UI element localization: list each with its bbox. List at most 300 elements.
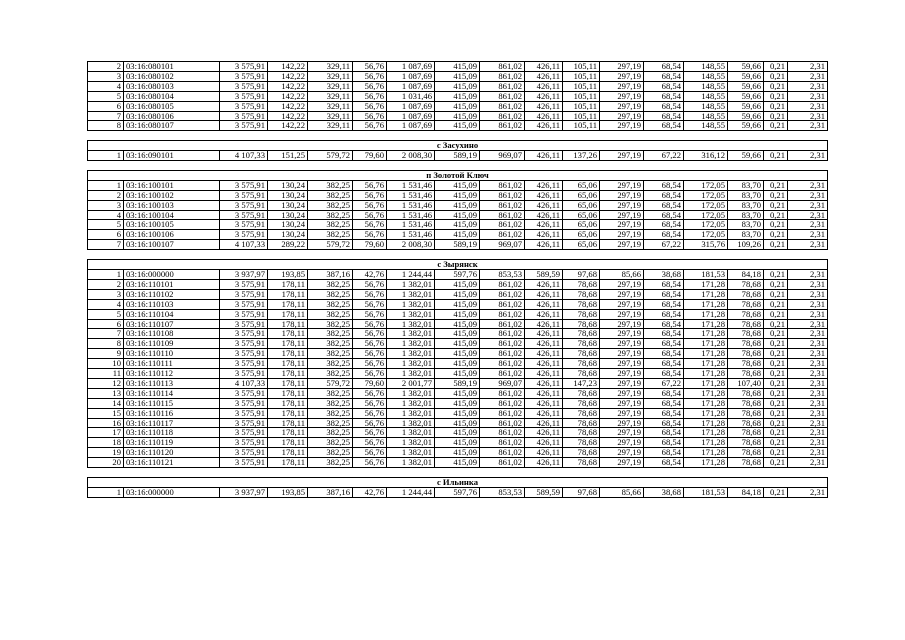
- value-cell: 2,31: [788, 71, 828, 81]
- value-cell: 3 575,91: [220, 349, 268, 359]
- value-cell: 297,19: [600, 418, 644, 428]
- value-cell: 297,19: [600, 309, 644, 319]
- value-cell: 2,31: [788, 220, 828, 230]
- value-cell: 56,76: [353, 111, 387, 121]
- table-row: [88, 71, 828, 81]
- value-cell: 426,11: [525, 71, 563, 81]
- value-cell: 969,07: [480, 378, 525, 388]
- value-cell: 315,76: [684, 240, 728, 250]
- value-cell: 1 382,01: [387, 458, 435, 468]
- table-row: [88, 289, 828, 299]
- value-cell: 109,26: [728, 240, 764, 250]
- value-cell: 171,28: [684, 418, 728, 428]
- value-cell: 171,28: [684, 279, 728, 289]
- value-cell: 56,76: [353, 210, 387, 220]
- value-cell: 861,02: [480, 349, 525, 359]
- row-number-cell: 2: [88, 279, 124, 289]
- cadastral-code-cell: 03:16:110108: [124, 329, 220, 339]
- value-cell: 65,06: [563, 230, 600, 240]
- value-cell: 2,31: [788, 121, 828, 131]
- rates-table: [87, 61, 828, 498]
- spacer-row: [88, 468, 828, 478]
- value-cell: 130,24: [268, 200, 308, 210]
- value-cell: 68,54: [644, 71, 684, 81]
- value-cell: 861,02: [480, 398, 525, 408]
- row-number-cell: 18: [88, 438, 124, 448]
- value-cell: 142,22: [268, 101, 308, 111]
- value-cell: 171,28: [684, 438, 728, 448]
- value-cell: 1 382,01: [387, 359, 435, 369]
- value-cell: 426,11: [525, 428, 563, 438]
- value-cell: 297,19: [600, 180, 644, 190]
- value-cell: 4 107,33: [220, 240, 268, 250]
- value-cell: 0,21: [764, 299, 788, 309]
- value-cell: 68,54: [644, 428, 684, 438]
- table-body: [88, 62, 828, 498]
- value-cell: 68,54: [644, 111, 684, 121]
- value-cell: 382,25: [308, 210, 353, 220]
- value-cell: 178,11: [268, 418, 308, 428]
- value-cell: 0,21: [764, 487, 788, 497]
- value-cell: 59,66: [728, 81, 764, 91]
- value-cell: 415,09: [435, 190, 480, 200]
- value-cell: 148,55: [684, 81, 728, 91]
- value-cell: 68,54: [644, 458, 684, 468]
- table-row: [88, 438, 828, 448]
- value-cell: 3 575,91: [220, 339, 268, 349]
- value-cell: 148,55: [684, 111, 728, 121]
- value-cell: 426,11: [525, 101, 563, 111]
- value-cell: 1 382,01: [387, 448, 435, 458]
- value-cell: 2,31: [788, 151, 828, 161]
- value-cell: 4 107,33: [220, 378, 268, 388]
- value-cell: 3 575,91: [220, 91, 268, 101]
- value-cell: 193,85: [268, 269, 308, 279]
- spacer-row: [88, 161, 828, 171]
- value-cell: 68,54: [644, 180, 684, 190]
- value-cell: 178,11: [268, 448, 308, 458]
- value-cell: 3 575,91: [220, 279, 268, 289]
- row-number-cell: 1: [88, 180, 124, 190]
- value-cell: 78,68: [563, 349, 600, 359]
- value-cell: 78,68: [728, 438, 764, 448]
- value-cell: 68,54: [644, 230, 684, 240]
- value-cell: 579,72: [308, 240, 353, 250]
- value-cell: 148,55: [684, 62, 728, 72]
- table-row: [88, 269, 828, 279]
- value-cell: 2,31: [788, 458, 828, 468]
- value-cell: 78,68: [728, 339, 764, 349]
- value-cell: 382,25: [308, 359, 353, 369]
- value-cell: 426,11: [525, 448, 563, 458]
- value-cell: 84,18: [728, 269, 764, 279]
- cadastral-code-cell: 03:16:080107: [124, 121, 220, 131]
- table-row: [88, 418, 828, 428]
- value-cell: 68,54: [644, 279, 684, 289]
- value-cell: 1 087,69: [387, 121, 435, 131]
- value-cell: 382,25: [308, 299, 353, 309]
- value-cell: 65,06: [563, 180, 600, 190]
- value-cell: 415,09: [435, 408, 480, 418]
- value-cell: 415,09: [435, 359, 480, 369]
- value-cell: 1 382,01: [387, 309, 435, 319]
- value-cell: 83,70: [728, 220, 764, 230]
- value-cell: 148,55: [684, 91, 728, 101]
- value-cell: 1 382,01: [387, 329, 435, 339]
- value-cell: 97,68: [563, 487, 600, 497]
- value-cell: 78,68: [563, 458, 600, 468]
- value-cell: 68,54: [644, 339, 684, 349]
- value-cell: 297,19: [600, 369, 644, 379]
- table-row: [88, 329, 828, 339]
- value-cell: 1 087,69: [387, 111, 435, 121]
- value-cell: 56,76: [353, 369, 387, 379]
- value-cell: 130,24: [268, 210, 308, 220]
- row-number-cell: 19: [88, 448, 124, 458]
- value-cell: 105,11: [563, 71, 600, 81]
- value-cell: 2,31: [788, 279, 828, 289]
- table-row: [88, 101, 828, 111]
- spacer-cell: [88, 250, 828, 260]
- cadastral-code-cell: 03:16:110110: [124, 349, 220, 359]
- value-cell: 78,68: [563, 359, 600, 369]
- value-cell: 2,31: [788, 81, 828, 91]
- value-cell: 415,09: [435, 101, 480, 111]
- value-cell: 1 382,01: [387, 299, 435, 309]
- value-cell: 178,11: [268, 438, 308, 448]
- value-cell: 2,31: [788, 438, 828, 448]
- value-cell: 861,02: [480, 408, 525, 418]
- value-cell: 426,11: [525, 200, 563, 210]
- value-cell: 0,21: [764, 121, 788, 131]
- spacer-cell: [88, 131, 828, 141]
- value-cell: 130,24: [268, 220, 308, 230]
- table-row: [88, 398, 828, 408]
- value-cell: 0,21: [764, 200, 788, 210]
- value-cell: 85,66: [600, 269, 644, 279]
- value-cell: 382,25: [308, 230, 353, 240]
- value-cell: 382,25: [308, 438, 353, 448]
- value-cell: 426,11: [525, 438, 563, 448]
- value-cell: 861,02: [480, 62, 525, 72]
- value-cell: 83,70: [728, 230, 764, 240]
- value-cell: 142,22: [268, 91, 308, 101]
- value-cell: 2,31: [788, 190, 828, 200]
- value-cell: 3 575,91: [220, 438, 268, 448]
- value-cell: 0,21: [764, 190, 788, 200]
- value-cell: 2,31: [788, 180, 828, 190]
- cadastral-code-cell: 03:16:100107: [124, 240, 220, 250]
- row-number-cell: 1: [88, 269, 124, 279]
- cadastral-code-cell: 03:16:100103: [124, 200, 220, 210]
- value-cell: 3 575,91: [220, 388, 268, 398]
- value-cell: 67,22: [644, 151, 684, 161]
- row-number-cell: 8: [88, 339, 124, 349]
- cadastral-code-cell: 03:16:080106: [124, 111, 220, 121]
- value-cell: 382,25: [308, 319, 353, 329]
- value-cell: 415,09: [435, 369, 480, 379]
- value-cell: 171,28: [684, 349, 728, 359]
- value-cell: 147,23: [563, 378, 600, 388]
- value-cell: 297,19: [600, 339, 644, 349]
- value-cell: 387,16: [308, 269, 353, 279]
- value-cell: 78,68: [728, 279, 764, 289]
- value-cell: 0,21: [764, 81, 788, 91]
- value-cell: 171,28: [684, 289, 728, 299]
- value-cell: 172,05: [684, 230, 728, 240]
- value-cell: 415,09: [435, 388, 480, 398]
- value-cell: 178,11: [268, 378, 308, 388]
- value-cell: 79,60: [353, 151, 387, 161]
- cadastral-code-cell: 03:16:100102: [124, 190, 220, 200]
- value-cell: 1 531,46: [387, 180, 435, 190]
- row-number-cell: 17: [88, 428, 124, 438]
- value-cell: 382,25: [308, 388, 353, 398]
- value-cell: 67,22: [644, 378, 684, 388]
- value-cell: 297,19: [600, 349, 644, 359]
- value-cell: 59,66: [728, 71, 764, 81]
- value-cell: 65,06: [563, 190, 600, 200]
- value-cell: 68,54: [644, 319, 684, 329]
- value-cell: 426,11: [525, 319, 563, 329]
- value-cell: 1 382,01: [387, 388, 435, 398]
- row-number-cell: 8: [88, 121, 124, 131]
- value-cell: 382,25: [308, 418, 353, 428]
- value-cell: 56,76: [353, 62, 387, 72]
- value-cell: 426,11: [525, 190, 563, 200]
- value-cell: 861,02: [480, 210, 525, 220]
- cadastral-code-cell: 03:16:080105: [124, 101, 220, 111]
- value-cell: 297,19: [600, 428, 644, 438]
- row-number-cell: 7: [88, 111, 124, 121]
- value-cell: 3 575,91: [220, 210, 268, 220]
- row-number-cell: 6: [88, 319, 124, 329]
- value-cell: 78,68: [563, 339, 600, 349]
- value-cell: 59,66: [728, 151, 764, 161]
- value-cell: 56,76: [353, 309, 387, 319]
- value-cell: 426,11: [525, 378, 563, 388]
- value-cell: 0,21: [764, 220, 788, 230]
- section-title: с Зырянск: [88, 260, 828, 270]
- value-cell: 84,18: [728, 487, 764, 497]
- table-row: [88, 339, 828, 349]
- value-cell: 297,19: [600, 240, 644, 250]
- row-number-cell: 10: [88, 359, 124, 369]
- row-number-cell: 13: [88, 388, 124, 398]
- value-cell: 297,19: [600, 398, 644, 408]
- value-cell: 289,22: [268, 240, 308, 250]
- value-cell: 2,31: [788, 200, 828, 210]
- cadastral-code-cell: 03:16:110115: [124, 398, 220, 408]
- value-cell: 426,11: [525, 62, 563, 72]
- value-cell: 297,19: [600, 230, 644, 240]
- value-cell: 178,11: [268, 388, 308, 398]
- value-cell: 597,76: [435, 269, 480, 279]
- value-cell: 297,19: [600, 111, 644, 121]
- value-cell: 78,68: [563, 289, 600, 299]
- value-cell: 68,54: [644, 210, 684, 220]
- value-cell: 0,21: [764, 319, 788, 329]
- row-number-cell: 2: [88, 62, 124, 72]
- value-cell: 78,68: [728, 369, 764, 379]
- value-cell: 68,54: [644, 448, 684, 458]
- value-cell: 415,09: [435, 62, 480, 72]
- row-number-cell: 2: [88, 190, 124, 200]
- value-cell: 297,19: [600, 319, 644, 329]
- value-cell: 0,21: [764, 309, 788, 319]
- value-cell: 85,66: [600, 487, 644, 497]
- value-cell: 0,21: [764, 279, 788, 289]
- value-cell: 415,09: [435, 438, 480, 448]
- value-cell: 3 575,91: [220, 81, 268, 91]
- value-cell: 415,09: [435, 319, 480, 329]
- table-row: [88, 200, 828, 210]
- value-cell: 2,31: [788, 309, 828, 319]
- value-cell: 861,02: [480, 339, 525, 349]
- row-number-cell: 3: [88, 200, 124, 210]
- value-cell: 178,11: [268, 428, 308, 438]
- value-cell: 426,11: [525, 111, 563, 121]
- value-cell: 0,21: [764, 329, 788, 339]
- value-cell: 68,54: [644, 329, 684, 339]
- value-cell: 297,19: [600, 289, 644, 299]
- row-number-cell: 9: [88, 349, 124, 359]
- value-cell: 78,68: [563, 448, 600, 458]
- value-cell: 56,76: [353, 408, 387, 418]
- value-cell: 78,68: [563, 309, 600, 319]
- value-cell: 415,09: [435, 428, 480, 438]
- value-cell: 148,55: [684, 71, 728, 81]
- value-cell: 3 575,91: [220, 121, 268, 131]
- value-cell: 0,21: [764, 438, 788, 448]
- value-cell: 56,76: [353, 200, 387, 210]
- table-row: [88, 359, 828, 369]
- value-cell: 415,09: [435, 121, 480, 131]
- row-number-cell: 15: [88, 408, 124, 418]
- value-cell: 172,05: [684, 180, 728, 190]
- table-row: [88, 428, 828, 438]
- cadastral-code-cell: 03:16:100101: [124, 180, 220, 190]
- spacer-row: [88, 250, 828, 260]
- value-cell: 382,25: [308, 339, 353, 349]
- value-cell: 178,11: [268, 349, 308, 359]
- value-cell: 56,76: [353, 418, 387, 428]
- value-cell: 105,11: [563, 62, 600, 72]
- value-cell: 65,06: [563, 220, 600, 230]
- value-cell: 861,02: [480, 299, 525, 309]
- cadastral-code-cell: 03:16:110112: [124, 369, 220, 379]
- value-cell: 142,22: [268, 62, 308, 72]
- value-cell: 426,11: [525, 279, 563, 289]
- row-number-cell: 5: [88, 309, 124, 319]
- section-title: с Засухино: [88, 141, 828, 151]
- value-cell: 78,68: [563, 398, 600, 408]
- value-cell: 105,11: [563, 101, 600, 111]
- value-cell: 1 382,01: [387, 349, 435, 359]
- value-cell: 2,31: [788, 418, 828, 428]
- value-cell: 426,11: [525, 121, 563, 131]
- value-cell: 861,02: [480, 230, 525, 240]
- value-cell: 137,26: [563, 151, 600, 161]
- value-cell: 171,28: [684, 378, 728, 388]
- value-cell: 78,68: [728, 289, 764, 299]
- value-cell: 38,68: [644, 487, 684, 497]
- value-cell: 78,68: [728, 388, 764, 398]
- value-cell: 178,11: [268, 329, 308, 339]
- value-cell: 78,68: [728, 448, 764, 458]
- value-cell: 382,25: [308, 428, 353, 438]
- value-cell: 68,54: [644, 299, 684, 309]
- value-cell: 171,28: [684, 408, 728, 418]
- value-cell: 3 575,91: [220, 190, 268, 200]
- value-cell: 415,09: [435, 299, 480, 309]
- value-cell: 297,19: [600, 190, 644, 200]
- value-cell: 0,21: [764, 101, 788, 111]
- value-cell: 297,19: [600, 121, 644, 131]
- row-number-cell: 4: [88, 299, 124, 309]
- value-cell: 3 575,91: [220, 428, 268, 438]
- value-cell: 171,28: [684, 448, 728, 458]
- value-cell: 382,25: [308, 279, 353, 289]
- value-cell: 329,11: [308, 71, 353, 81]
- value-cell: 59,66: [728, 91, 764, 101]
- value-cell: 56,76: [353, 180, 387, 190]
- value-cell: 142,22: [268, 71, 308, 81]
- value-cell: 415,09: [435, 398, 480, 408]
- value-cell: 415,09: [435, 220, 480, 230]
- table-row: [88, 309, 828, 319]
- value-cell: 0,21: [764, 71, 788, 81]
- value-cell: 1 531,46: [387, 220, 435, 230]
- value-cell: 78,68: [728, 458, 764, 468]
- value-cell: 382,25: [308, 369, 353, 379]
- value-cell: 2,31: [788, 398, 828, 408]
- value-cell: 4 107,33: [220, 151, 268, 161]
- row-number-cell: 4: [88, 81, 124, 91]
- value-cell: 38,68: [644, 269, 684, 279]
- cadastral-code-cell: 03:16:110117: [124, 418, 220, 428]
- section-header-row: [88, 260, 828, 270]
- value-cell: 861,02: [480, 200, 525, 210]
- value-cell: 56,76: [353, 388, 387, 398]
- value-cell: 382,25: [308, 309, 353, 319]
- value-cell: 142,22: [268, 111, 308, 121]
- value-cell: 861,02: [480, 369, 525, 379]
- value-cell: 171,28: [684, 309, 728, 319]
- value-cell: 78,68: [563, 428, 600, 438]
- value-cell: 56,76: [353, 438, 387, 448]
- cadastral-code-cell: 03:16:080104: [124, 91, 220, 101]
- row-number-cell: 1: [88, 487, 124, 497]
- value-cell: 3 575,91: [220, 220, 268, 230]
- value-cell: 142,22: [268, 121, 308, 131]
- value-cell: 79,60: [353, 378, 387, 388]
- value-cell: 589,19: [435, 378, 480, 388]
- value-cell: 861,02: [480, 309, 525, 319]
- cadastral-code-cell: 03:16:100106: [124, 230, 220, 240]
- value-cell: 105,11: [563, 81, 600, 91]
- value-cell: 3 937,97: [220, 269, 268, 279]
- value-cell: 171,28: [684, 398, 728, 408]
- value-cell: 171,28: [684, 428, 728, 438]
- value-cell: 2,31: [788, 388, 828, 398]
- table-row: [88, 210, 828, 220]
- value-cell: 2,31: [788, 289, 828, 299]
- value-cell: 3 575,91: [220, 369, 268, 379]
- value-cell: 171,28: [684, 369, 728, 379]
- cadastral-code-cell: 03:16:080102: [124, 71, 220, 81]
- value-cell: 415,09: [435, 418, 480, 428]
